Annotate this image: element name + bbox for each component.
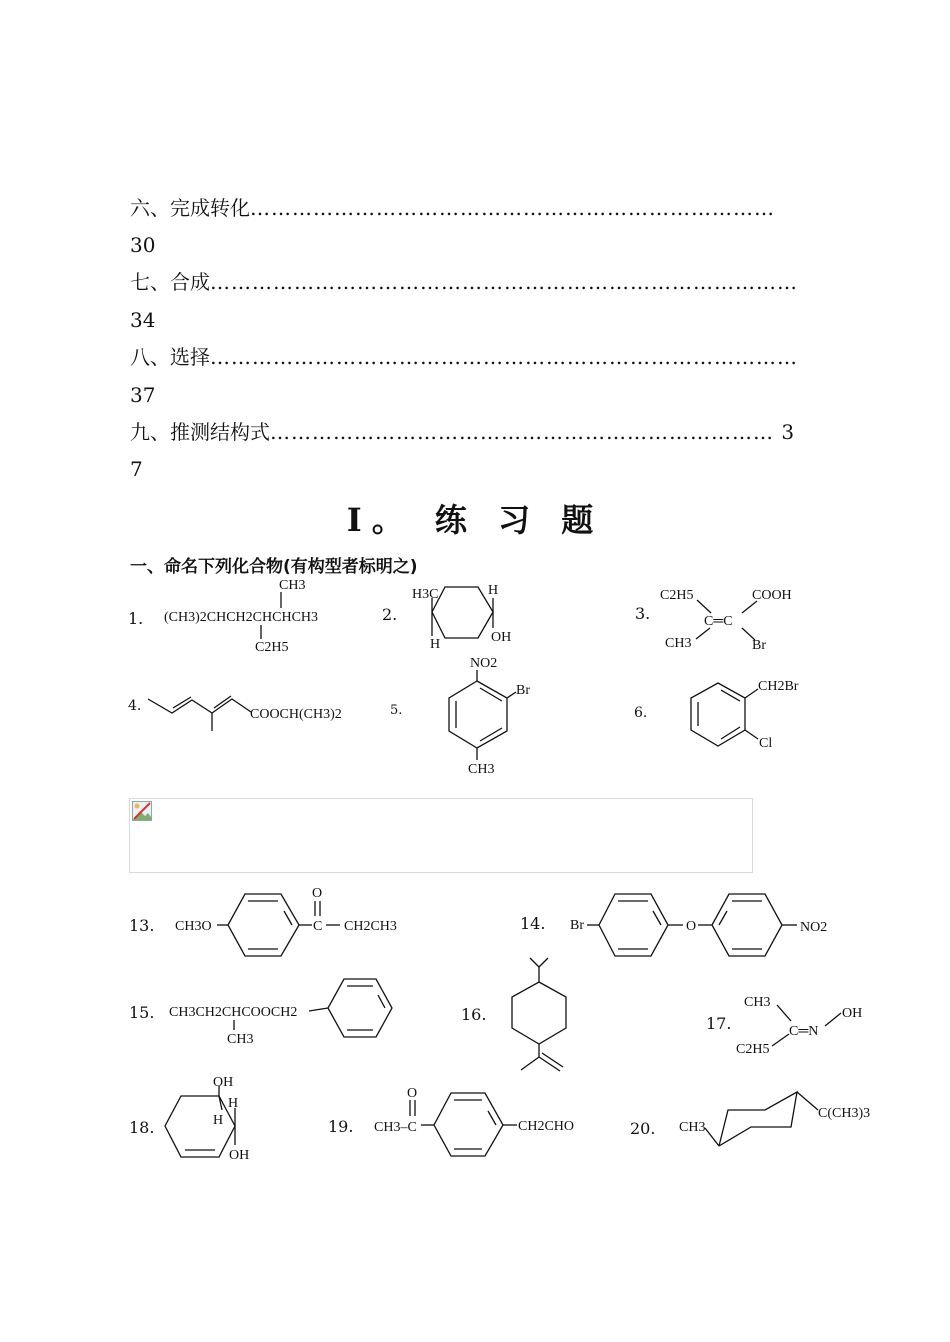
formula-text: C═C xyxy=(704,614,733,629)
bond xyxy=(772,1034,789,1046)
toc-leader: ………………………………………………………………… xyxy=(250,196,775,220)
item-number: 4. xyxy=(128,698,142,714)
bond xyxy=(742,628,755,640)
benzene-ring xyxy=(449,681,507,748)
toc-label: 六、完成转化 xyxy=(130,196,250,220)
bond xyxy=(539,958,548,967)
benzene-ring xyxy=(228,894,299,956)
compound-14 xyxy=(570,894,827,956)
aromatic-bond xyxy=(719,911,727,925)
formula-text: CH3 xyxy=(744,995,771,1010)
benzene-ring xyxy=(691,683,745,746)
item-number: 5. xyxy=(390,703,403,718)
bond xyxy=(530,958,539,967)
item-number: 20. xyxy=(630,1119,656,1138)
compound-4 xyxy=(148,696,342,731)
compound-13 xyxy=(175,886,397,956)
toc-label: 八、选择 xyxy=(130,345,210,369)
aromatic-bond xyxy=(721,690,740,701)
formula-text: CH3 xyxy=(468,762,495,777)
formula-text: CH3 xyxy=(679,1120,706,1135)
aromatic-bond xyxy=(721,727,740,739)
compound-2 xyxy=(412,583,511,652)
formula-text: CH2CH3 xyxy=(344,919,397,934)
bond xyxy=(697,600,711,613)
carbon-chain xyxy=(148,699,251,713)
compound-5 xyxy=(449,656,530,777)
toc-leader: ……………………………………………………………… 3 xyxy=(270,420,796,444)
bond xyxy=(521,1057,539,1070)
benzene-ring xyxy=(712,894,782,956)
bond xyxy=(696,628,710,639)
item-number: 17. xyxy=(706,1014,732,1033)
formula-text: H xyxy=(430,637,441,652)
formula-text: C═N xyxy=(789,1024,819,1039)
formula-text: OH xyxy=(213,1075,234,1090)
item-number: 3. xyxy=(635,604,651,623)
compound-6 xyxy=(691,679,799,751)
item-number: 14. xyxy=(520,914,546,933)
double-bond xyxy=(539,1057,560,1071)
formula-text: CH3 xyxy=(279,578,306,593)
formula-text: CH3 xyxy=(665,636,692,651)
bond xyxy=(705,1128,719,1146)
formula-text: CH3CH2CHCOOCH2 xyxy=(169,1005,298,1020)
item-number: 16. xyxy=(461,1005,487,1024)
formula-text: COOH xyxy=(752,588,792,603)
cyclohexane-ring xyxy=(432,587,493,638)
bond xyxy=(745,689,758,698)
formula-text: O xyxy=(312,886,323,901)
aromatic-bond xyxy=(284,911,292,925)
formula-text: CH3–C xyxy=(374,1120,417,1135)
formula-text: OH xyxy=(229,1148,250,1163)
toc-page: 30 xyxy=(130,233,156,257)
formula-text: H xyxy=(228,1096,239,1111)
formula-text: CH3 xyxy=(227,1032,254,1047)
aromatic-bond xyxy=(480,688,502,701)
formula-text: COOCH(CH3)2 xyxy=(250,707,342,722)
benzene-ring xyxy=(599,894,668,956)
toc-page: 7 xyxy=(130,457,143,481)
formula-text: O xyxy=(407,1086,418,1101)
page-title: Ⅰ。 练 习 题 xyxy=(346,501,604,539)
item-number: 19. xyxy=(328,1117,354,1136)
formula-text: CH2Br xyxy=(758,679,799,694)
section-heading: 一、命名下列化合物(有构型者标明之) xyxy=(130,557,418,577)
formula-text: C2H5 xyxy=(255,640,289,655)
toc-label: 九、推测结构式 xyxy=(130,420,270,444)
bond xyxy=(777,1005,791,1021)
cyclohexene-ring xyxy=(165,1096,235,1157)
item-number: 2. xyxy=(382,605,398,624)
benzene-ring xyxy=(328,979,392,1037)
item-number: 18. xyxy=(129,1118,155,1137)
cyclohexane-chair xyxy=(719,1092,797,1146)
aromatic-bond xyxy=(653,911,661,925)
bond xyxy=(745,730,758,739)
formula-text: C xyxy=(313,919,323,934)
item-number: 6. xyxy=(634,705,648,721)
cyclohexane-ring xyxy=(512,982,566,1044)
compound-18 xyxy=(165,1075,249,1163)
compound-3 xyxy=(660,588,792,653)
toc-label: 七、合成 xyxy=(130,270,210,294)
compound-20 xyxy=(679,1092,870,1146)
item-number: 1. xyxy=(128,609,144,628)
item-number: 15. xyxy=(129,1003,155,1022)
formula-text: C2H5 xyxy=(736,1042,770,1057)
compound-17 xyxy=(736,995,862,1057)
formula-text: (CH3)2CHCH2CHCHCH3 xyxy=(164,610,319,625)
compound-16 xyxy=(512,958,566,1071)
bond xyxy=(825,1013,841,1026)
bond xyxy=(797,1092,818,1110)
toc-page: 37 xyxy=(130,383,156,407)
formula-text: H xyxy=(488,583,499,598)
formula-text: OH xyxy=(842,1006,863,1021)
formula-text: Br xyxy=(570,918,584,933)
formula-text: H xyxy=(213,1113,224,1128)
toc-leader: ………………………………………………………………………… xyxy=(210,345,798,369)
formula-text: O xyxy=(686,919,697,934)
compound-19 xyxy=(374,1086,574,1156)
formula-text: Br xyxy=(752,638,766,653)
bond xyxy=(309,1008,328,1011)
bond xyxy=(742,601,757,613)
toc-page: 34 xyxy=(130,308,156,332)
formula-text: CH3O xyxy=(175,919,212,934)
bond xyxy=(507,692,516,698)
formula-text: Br xyxy=(516,683,530,698)
formula-text: NO2 xyxy=(470,656,498,671)
formula-text: C2H5 xyxy=(660,588,694,603)
item-number: 13. xyxy=(129,916,155,935)
formula-text: C(CH3)3 xyxy=(818,1106,871,1121)
aromatic-bond xyxy=(378,995,385,1008)
formula-text: H3C xyxy=(412,587,439,602)
benzene-ring xyxy=(434,1093,503,1156)
toc-leader: ………………………………………………………………………… xyxy=(210,270,798,294)
double-bond xyxy=(542,1053,563,1067)
formula-text: CH2CHO xyxy=(518,1119,575,1134)
aromatic-bond xyxy=(480,728,502,741)
compound-1 xyxy=(164,578,318,655)
formula-text: OH xyxy=(491,630,512,645)
compound-15 xyxy=(169,979,392,1047)
formula-text: Cl xyxy=(759,736,773,751)
aromatic-bond xyxy=(488,1111,496,1125)
formula-text: NO2 xyxy=(800,920,828,935)
